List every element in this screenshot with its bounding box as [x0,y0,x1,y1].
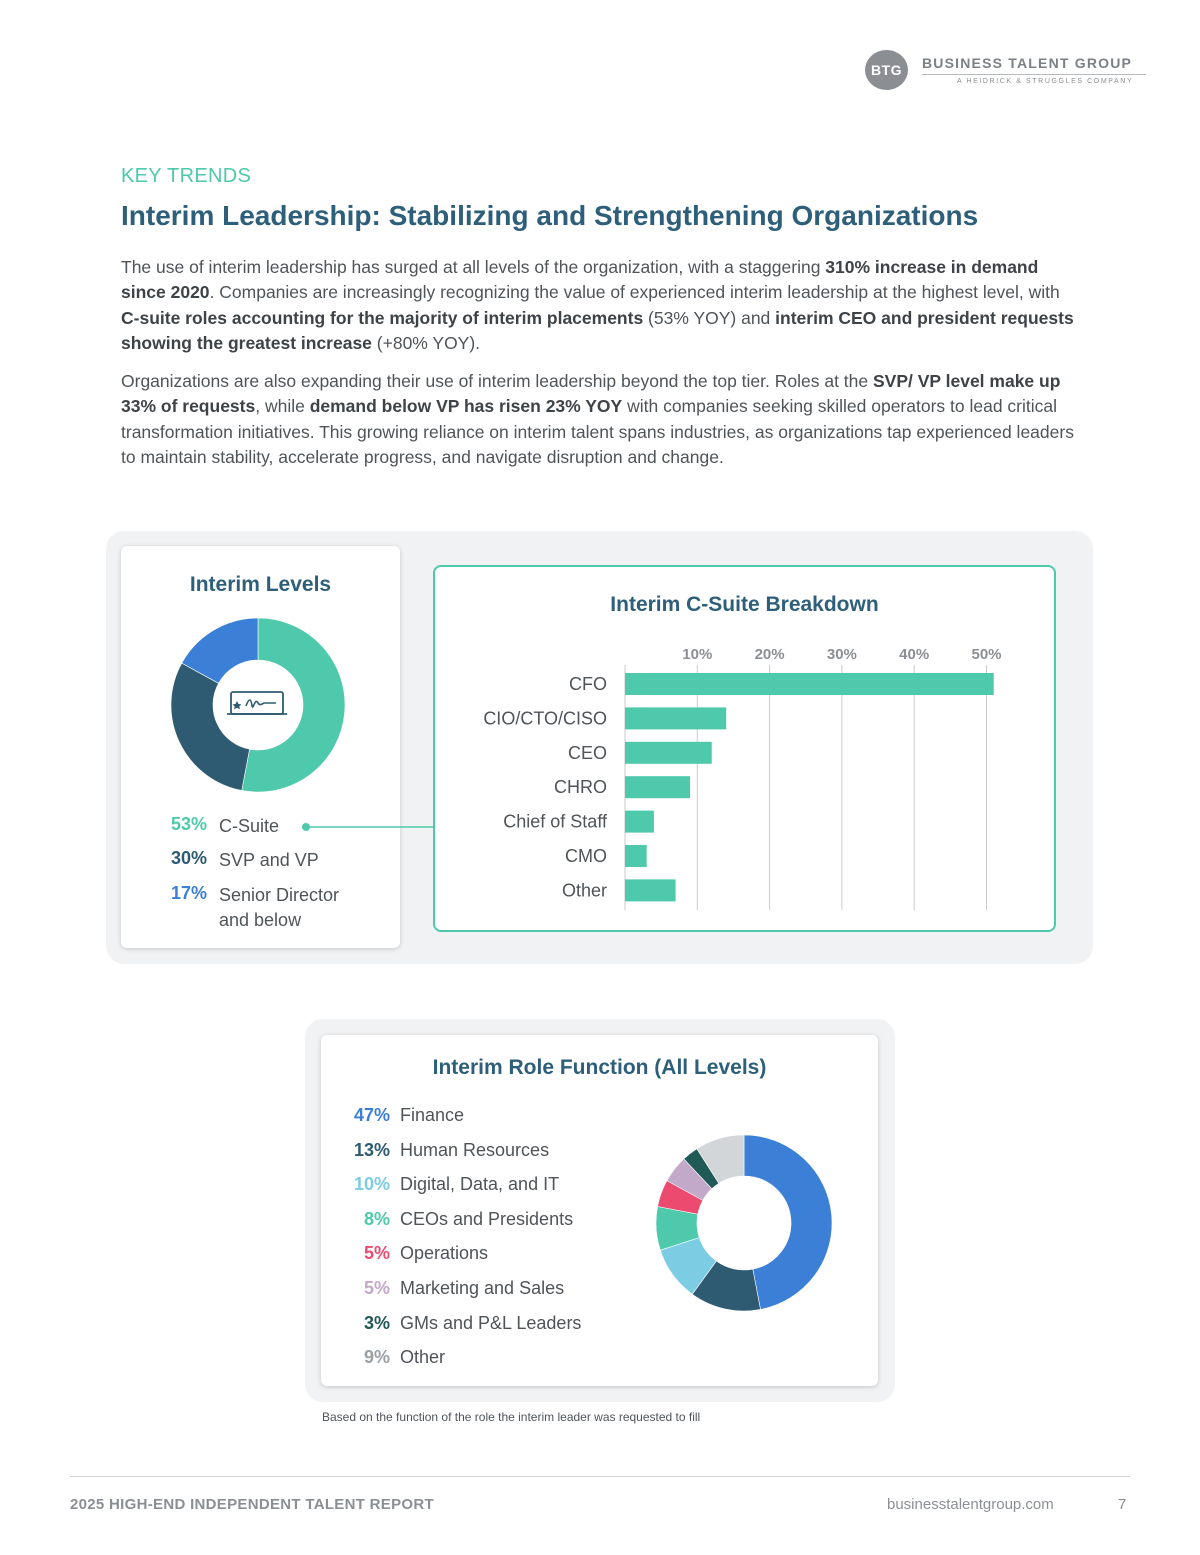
x-tick-label-30: 30% [826,646,857,663]
website-url[interactable]: businesstalentgroup.com [887,1496,1054,1513]
function-legend-ceos-and-presidents: 8% CEOs and Presidents [363,1208,574,1229]
section-eyebrow: KEY TRENDS [121,165,252,187]
function-legend-finance: 47% Finance [353,1105,465,1125]
function-legend-digital-data-and-it: 10% Digital, Data, and IT [353,1174,560,1195]
x-tick-label-20: 20% [754,646,785,663]
intro-paragraph: The use of interim leadership has surged at all levels of the organization, with a staggering 310% increase in demand since 2020. Companies are increasingly recognizing the value of experienced interim leadership at the highest level, with C-suite roles accounting for the majority of interim placements (53% YOY) and interim CEO and president requests showing the greatest increase (+80% YOY). [121,257,1074,353]
logo-name: BUSINESS TALENT GROUP [922,55,1133,71]
role-function-donut [656,1135,832,1311]
levels-legend-svp: 30% SVP and VP [171,848,319,870]
levels-slice-svp-and-vp [171,663,250,790]
bar-other [625,879,676,901]
logo-divider [922,74,1146,75]
levels-legend-senior-director: 17% Senior Director and below [171,883,340,930]
bar-cio-cto-ciso [625,707,726,729]
category-label-cfo: CFO [569,674,607,694]
csuite-connector-line [302,822,436,832]
csuite-breakdown-title: Interim C-Suite Breakdown [610,593,879,616]
function-legend-marketing-and-sales: 5% Marketing and Sales [363,1278,565,1298]
category-label-chro: CHRO [554,777,607,798]
category-label-chief-of-staff: Chief of Staff [503,811,607,832]
role-function-title: Interim Role Function (All Levels) [432,1056,767,1079]
brand-logo [865,50,1155,90]
page-title: Interim Leadership: Stabilizing and Strengthening Organizations [121,200,979,231]
function-legend-other: 9% Other [363,1347,446,1368]
levels-legend-csuite: 53% C-Suite [171,814,280,836]
page-number: 7 [1118,1496,1127,1513]
report-name: 2025 HIGH-END INDEPENDENT TALENT REPORT [70,1496,434,1513]
category-label-cmo: CMO [565,846,607,866]
logo-tagline: A HEIDRICK & STRUGGLES COMPANY [957,78,1134,85]
csuite-bar-chart [433,565,1056,932]
contract-signature-icon [227,692,287,714]
footer-divider [70,1476,1130,1477]
bar-cfo [625,673,994,695]
x-tick-label-10: 10% [682,646,713,663]
logo-mark: BTG [865,50,908,90]
category-label-ceo: CEO [567,742,607,763]
function-legend-operations: 5% Operations [363,1243,489,1264]
role-function-card [321,1035,878,1386]
x-tick-label-40: 40% [899,646,930,663]
function-legend-gms-and-pandl-leaders: 3% GMs and P&L Leaders [363,1312,582,1333]
category-label-other: Other [561,880,607,901]
interim-levels-title: Interim Levels [189,573,332,596]
chart-footnote: Based on the function of the role the interim leader was requested to fill [322,1410,701,1424]
bar-chief-of-staff [625,811,654,833]
interim-levels-donut [171,618,345,792]
category-label-cio-cto-ciso: CIO/CTO/CISO [483,708,607,729]
x-tick-label-50: 50% [971,646,1002,663]
function-legend-human-resources: 13% Human Resources [353,1139,550,1160]
bar-chro [625,776,690,798]
function-slice-finance [744,1135,832,1309]
second-paragraph: Organizations are also expanding their use of interim leadership beyond the top tier. Roles at the SVP/ VP level make up 33% of requests, while demand below VP has risen 23% YOY with companies seeking skilled operators to lead critical transformation initiatives. This growing reliance on interim talent spans industries, as organizations tap experienced leaders to maintain stability, accelerate progress, and navigate disruption and change. [121,371,1074,467]
interim-levels-card [121,546,400,948]
bar-ceo [625,742,712,764]
bar-cmo [625,845,647,867]
